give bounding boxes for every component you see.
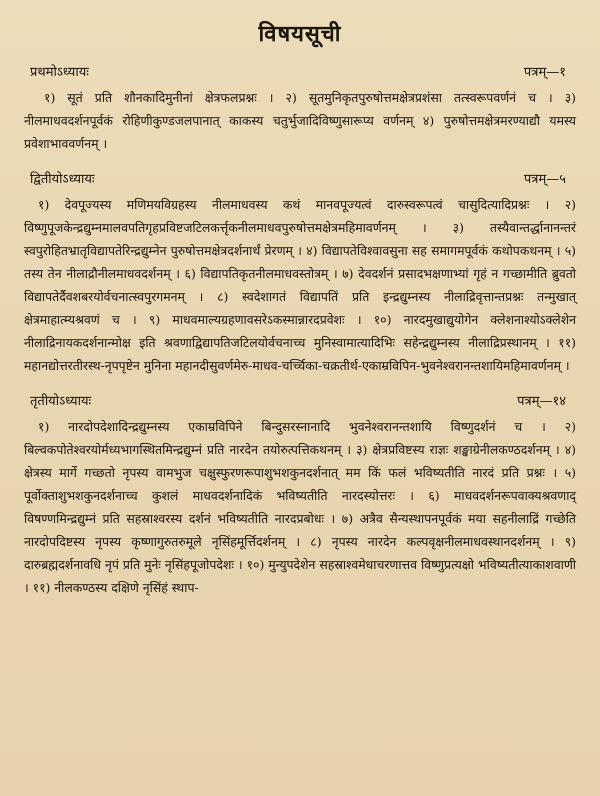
chapter-3: [22, 391, 578, 599]
page-number: पत्रम्—१४: [517, 394, 566, 409]
page-title: विषयसूची: [258, 21, 342, 47]
chapter-contents: १) सूतं प्रति शौनकादिमुनीनां क्षेत्रफलप्रश्नः । २) सूतमुनिकृतपुरुषोत्तमक्षेत्रप्रशंसा तत्स्वरूपवर्णनं च । ३) नीलमाधवदर्शनपूर्वकं रोहिणीकुण्डजलपानात् काकस्य चतुर्भुजादिविष्णुसारूप्य वर्णनम् ४) पुरुषोत्तमक्षेत्रमरण्याद्यौ यमस्य प्रवेशाभाववर्णनम् ।: [24, 90, 576, 151]
chapter-contents: १) नारदोपदेशादिन्द्रद्युम्नस्य एकाम्रविपिने बिन्दुसरस्नानादि भुवनेश्वरानन्तशायि विष्णुदर्शनं च । २) बिल्वकपोतेश्वरयोर्मध्यभागस्थितमिन्द्रद्युम्नं प्रति नारदेन तयोरुत्पत्तिकथनम् । ३) क्षेत्रप्रविष्टस्य राज्ञः शङ्खाग्रेनीलकण्ठदर्शनम् । ४) क्षेत्रस्य मार्गे गच्छतो नृपस्य वामभुज चक्षुस्फुरणरूपाशुभशकुनदर्शनात् मम किं फलं भविष्यतीति नारदं प्रति प्रश्नः । ५) पूर्वोक्ताशुभशकुनदर्शनाच्च कुशलं माधवदर्शनादिकं भविष्यतीति नारदस्योत्तरः । ६) माधवदर्शनरूपवाक्यश्रवणाद् विषण्णमिन्द्रद्युम्नं प्रति सहस्राश्वरस्य दर्शनं भविष्यतीति नारदप्रबोधः । ७) अत्रैव सैन्यस्थापनपूर्वकं मया सहनीलाद्रिं गच्छेति नारदोपदिष्टस्य नृपस्य कृष्णागुरुतरुमूले नृसिंहमूर्त्तिदर्शनम् । ८) नृपस्य नारदेन कल्पवृक्षनीलमाधवस्थानदर्शनम् । ९) दारुब्रह्मदर्शनावधि नृपं प्रति मुनेः नृसिंहपूजोपदेशः । १०) मुन्युपदेशेन सहस्राश्वमेधाचरणात्तव विष्णुप्रत्यक्षो भविष्यतीत्याकाशवाणी । ११) नीलकण्ठस्य दक्षिणे नृसिंहं स्थाप-: [24, 419, 576, 595]
page-number: पत्रम्—५: [523, 172, 566, 187]
page-number: पत्रम्—१: [523, 65, 566, 80]
chapter-1: [22, 62, 578, 155]
chapter-contents: १) देवपूज्यस्य मणिमयविग्रहस्य नीलमाधवस्य कथं मानवपूज्यत्वं दारुस्वरूपत्वं चासुदित्यादिप्रश्नः । २) विष्णुपूजकेन्द्रद्युम्नमालवपतिगृहप्रविष्टजटिलकर्त्तृकनीलमाधवपुरुषोत्तमक्षेत्रमहिमावर्णनम् । ३) तस्यैवान्तर्द्धानानन्तरं स्वपुरोहितभ्रातृविद्यापतेरिन्द्रद्युम्नेन पुरुषोत्तमक्षेत्रदर्शनार्थं प्रेरणम् । ४) विद्यापतेविश्वावसुना सह समागमपूर्वकं कथोपकथनम् । ५) तस्य तेन नीलाद्रौनीलमाधवदर्शनम् । ६) विद्यापतिकृतनीलमाधवस्तोत्रम् । ७) देवदर्शनं प्रसादभक्षणाभ्यां गृहं न गच्छामीति ब्रुवतो विद्यापतेर्दैवशबरयोर्वचनात्स्वपुरगमनम् । ८) स्वदेशागतं विद्यापतिं प्रति इन्द्रद्युम्नस्य नीलाद्रिवृत्तान्तप्रश्नः तन्मुखात् क्षेत्रमाहात्म्यश्रवणं च । ९) माधवमाल्यग्रहणावसरेऽकस्मान्नारदप्रवेशः । १०) नारदमुखाद्युयोगेन क्लेशनाश्योऽक्लेशेन नीलाद्रिनायकदर्शनान्मोक्ष इति श्रवणाद्विद्यापतिजटिलयोर्वचनाच्च मुनिस्वामात्यादिभिः सहेन्द्रद्युम्नस्य नीलाद्रिप्रस्थानम् । ११) महानद्योत्तरतीरस्थ-नृपपृष्टेन मुनिना महानदीसुवर्णमेरु-माधव-चर्च्चिका-चक्रतीर्थ-एकाम्रविपिन-भुवनेश्वरानन्तशायिमहिमावर्णनम् ।: [24, 197, 576, 373]
chapter-name: प्रथमोऽध्यायः: [30, 65, 89, 80]
chapter-2: [22, 169, 578, 377]
chapter-heading: [30, 169, 570, 187]
chapter-heading: [30, 62, 570, 80]
chapter-name: तृतीयोऽध्यायः: [30, 394, 92, 409]
chapter-name: द्वितीयोऽध्यायः: [30, 172, 95, 187]
chapter-heading: [30, 391, 570, 409]
